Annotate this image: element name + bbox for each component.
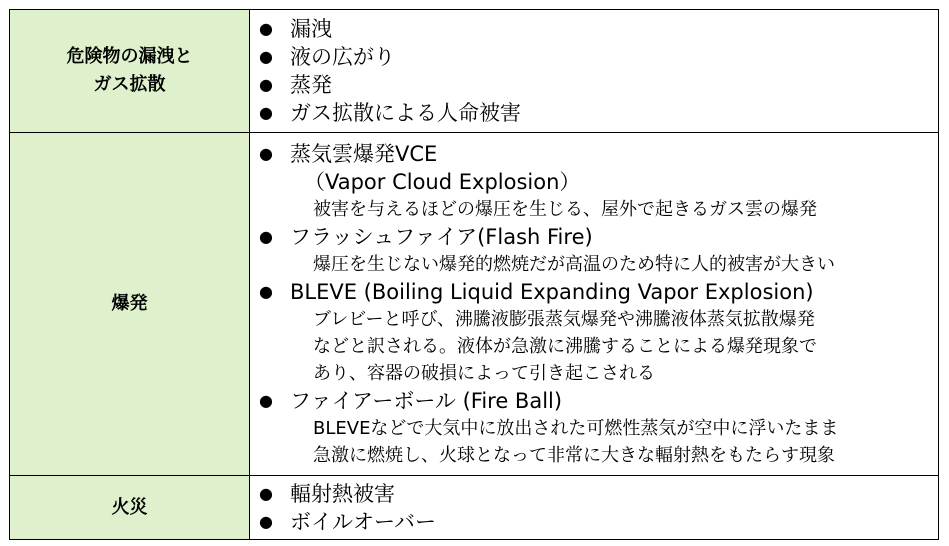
table-row — [10, 10, 939, 133]
category-label: 危険物の漏洩と — [66, 46, 193, 67]
list-item: ● ガス拡散による人命被害 — [259, 101, 521, 125]
content-cell — [250, 476, 939, 540]
list-item: ● ボイルオーバー — [259, 509, 436, 534]
bullet-icon: ● — [259, 483, 273, 503]
content-cell — [250, 133, 939, 476]
bullet-icon: ● — [259, 103, 273, 122]
bullet-icon: ● — [259, 390, 273, 410]
item-description: などと訳される。液体が急激に沸騰することによる爆発現象で — [313, 335, 817, 357]
bullet-icon: ● — [259, 19, 273, 38]
item-subtitle: （Vapor Cloud Explosion） — [304, 169, 581, 194]
list-item: ● BLEVE (Boiling Liquid Expanding Vapor Explosion) — [259, 279, 814, 304]
list-item: ● ファイアーボール (Fire Ball) — [259, 388, 563, 413]
list-item: ● 蒸発 — [259, 73, 332, 97]
bullet-icon: ● — [259, 47, 273, 66]
bullet-icon: ● — [259, 143, 273, 163]
list-item: ● 液の広がり — [259, 45, 395, 69]
item-description: ブレビーと呼び、沸騰液膨張蒸気爆発や沸騰液体蒸気拡散爆発 — [313, 308, 815, 330]
category-cell — [10, 133, 250, 476]
item-description: BLEVEなどで大気中に放出された可燃性蒸気が空中に浮いたまま — [313, 417, 839, 439]
list-item: ● 輻射熱被害 — [259, 481, 395, 506]
category-cell — [10, 476, 250, 540]
category-cell — [10, 10, 250, 133]
category-label: ガス拡散 — [93, 74, 166, 95]
category-label: 火災 — [111, 496, 148, 518]
list-item: ● フラッシュファイア(Flash Fire) — [259, 224, 593, 249]
item-description: あり、容器の破損によって引き起こされる — [313, 362, 655, 384]
content-cell — [250, 10, 939, 133]
bullet-icon: ● — [259, 511, 273, 531]
bullet-icon: ● — [259, 75, 273, 94]
list-item: ● 漏洩 — [259, 17, 332, 41]
category-label: 爆発 — [111, 293, 148, 314]
bullet-icon: ● — [259, 226, 273, 246]
item-description: 被害を与えるほどの爆圧を生じる、屋外で起きるガス雲の爆発 — [313, 198, 817, 220]
item-description: 急激に燃焼し、火球となって非常に大きな輻射熱をもたらす現象 — [313, 444, 835, 466]
table-row — [10, 133, 939, 476]
hazard-table — [9, 9, 939, 540]
list-item: ● 蒸気雲爆発VCE — [259, 141, 438, 166]
item-description: 爆圧を生じない爆発的燃焼だが高温のため特に人的被害が大きい — [313, 253, 835, 275]
bullet-icon: ● — [259, 281, 273, 301]
table-row — [10, 476, 939, 540]
